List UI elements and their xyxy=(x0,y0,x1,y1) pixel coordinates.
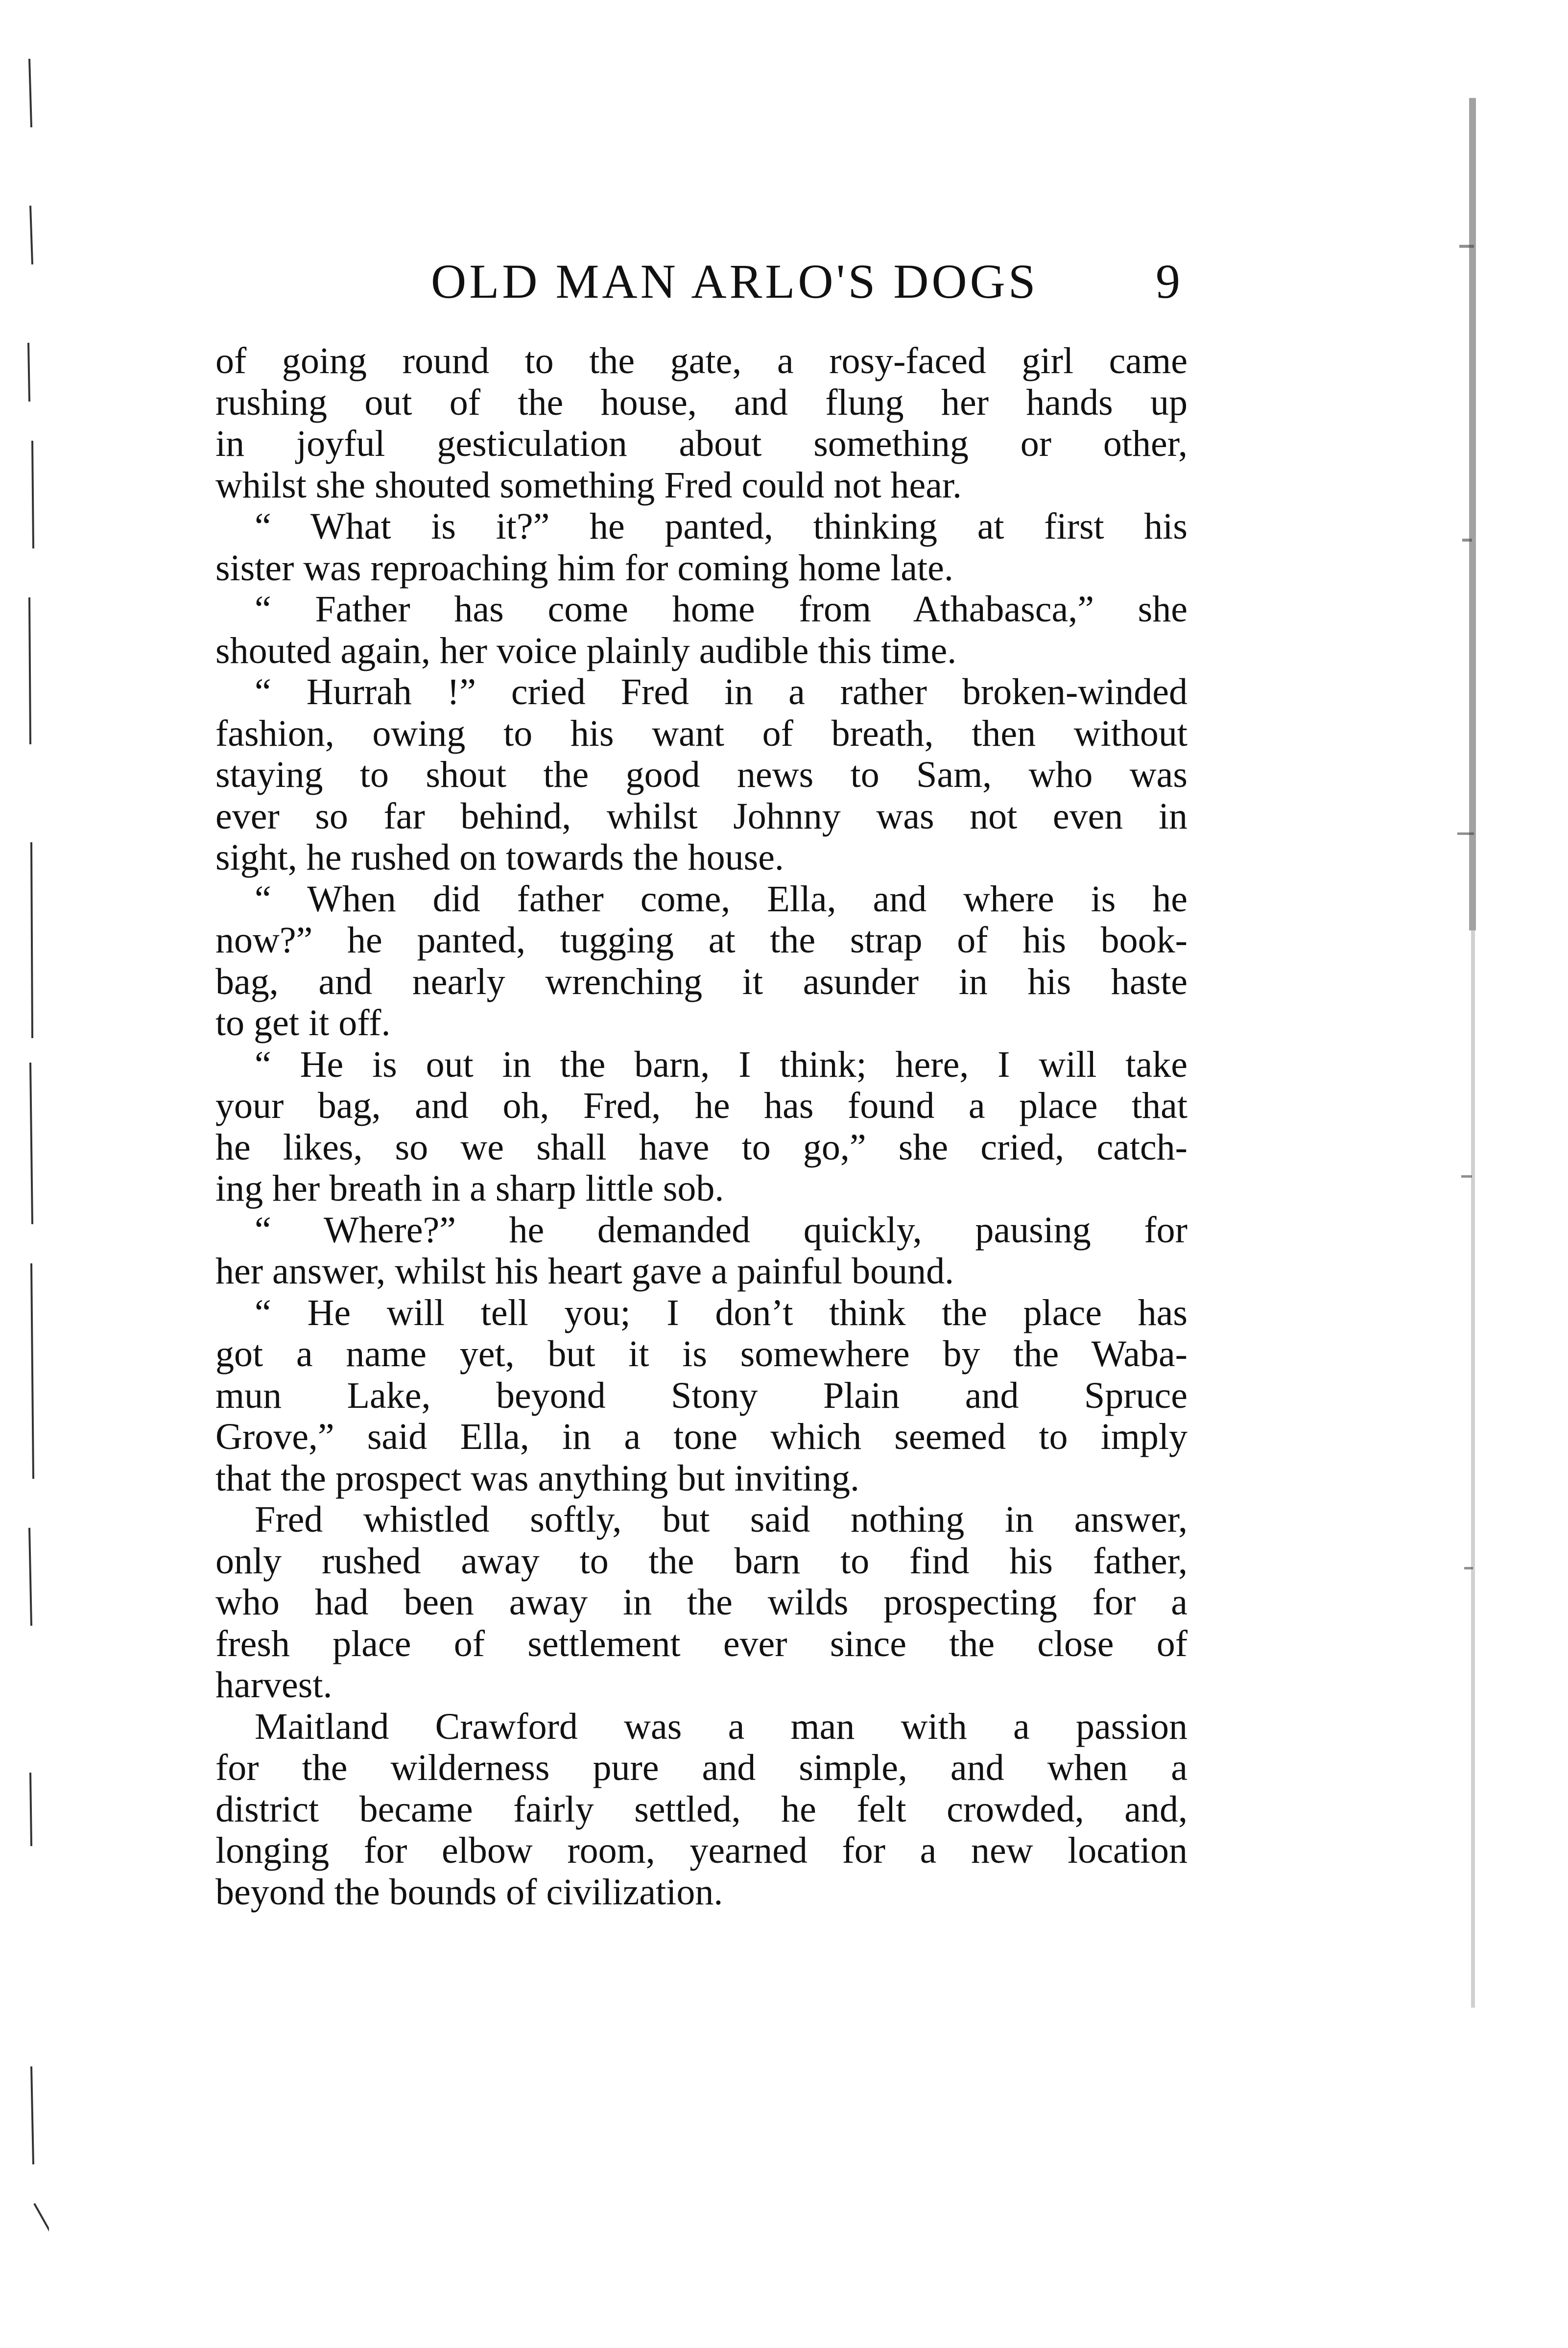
text-line: rushing out of the house, and flung her hands up xyxy=(215,381,1188,423)
text-line: to get it off. xyxy=(215,1002,391,1044)
text-line: who had been away in the wilds prospecting for a xyxy=(215,1582,1188,1623)
text-line: “ Father has come home from Athabasca,” she xyxy=(255,589,1188,630)
text-line: sight, he rushed on towards the house. xyxy=(215,837,784,878)
scan-gutter-marks xyxy=(20,59,49,2287)
text-line: shouted again, her voice plainly audible this time. xyxy=(215,630,957,671)
text-line: sister was reproaching him for coming home late. xyxy=(215,547,953,589)
text-line: got a name yet, but it is somewhere by the Waba- xyxy=(215,1333,1188,1375)
scan-edge-shadow xyxy=(1449,98,1489,2008)
text-line: beyond the bounds of civilization. xyxy=(215,1871,723,1913)
text-line: that the prospect was anything but inviting. xyxy=(215,1457,860,1499)
text-line: whilst she shouted something Fred could not hear. xyxy=(215,464,962,506)
text-line: mun Lake, beyond Stony Plain and Spruce xyxy=(215,1375,1188,1416)
text-line: in joyful gesticulation about something or other, xyxy=(215,423,1188,464)
text-line: “ When did father come, Ella, and where is he xyxy=(255,878,1188,920)
text-line: Maitland Crawford was a man with a passion xyxy=(255,1706,1188,1747)
text-line: Fred whistled softly, but said nothing in answer, xyxy=(255,1499,1188,1540)
text-line: Grove,” said Ella, in a tone which seemed to imply xyxy=(215,1416,1188,1457)
text-line: only rushed away to the barn to find his father, xyxy=(215,1540,1188,1582)
text-line: bag, and nearly wrenching it asunder in his haste xyxy=(215,961,1188,1002)
running-head xyxy=(215,247,1195,316)
body-text xyxy=(215,340,1188,1913)
text-line: “ Where?” he demanded quickly, pausing for xyxy=(255,1209,1188,1251)
text-line: fresh place of settlement ever since the close of xyxy=(215,1623,1188,1664)
text-line: “ What is it?” he panted, thinking at first his xyxy=(255,506,1188,547)
text-line: for the wilderness pure and simple, and when a xyxy=(215,1747,1188,1788)
text-line: he likes, so we shall have to go,” she cried, catch- xyxy=(215,1126,1188,1168)
text-line: ing her breath in a sharp little sob. xyxy=(215,1168,724,1209)
text-line: “ He will tell you; I don’t think the place has xyxy=(255,1292,1188,1333)
text-line: of going round to the gate, a rosy-faced girl came xyxy=(215,340,1188,381)
text-line: now?” he panted, tugging at the strap of his book- xyxy=(215,920,1188,961)
text-line: ever so far behind, whilst Johnny was not even in xyxy=(215,795,1188,837)
text-line: harvest. xyxy=(215,1664,333,1706)
text-line: “ Hurrah !” cried Fred in a rather broken-winded xyxy=(255,671,1188,712)
text-line: “ He is out in the barn, I think; here, I will take xyxy=(255,1044,1188,1085)
text-line: longing for elbow room, yearned for a new location xyxy=(215,1830,1188,1871)
text-line: staying to shout the good news to Sam, who was xyxy=(215,754,1188,795)
text-line: fashion, owing to his want of breath, then without xyxy=(215,712,1188,754)
text-line: your bag, and oh, Fred, he has found a place that xyxy=(215,1085,1188,1126)
text-line: her answer, whilst his heart gave a painful bound. xyxy=(215,1251,954,1292)
running-title: OLD MAN ARLO'S DOGS xyxy=(431,254,1039,308)
page-number: 9 xyxy=(1156,254,1180,308)
text-line: district became fairly settled, he felt crowded, and, xyxy=(215,1788,1188,1830)
